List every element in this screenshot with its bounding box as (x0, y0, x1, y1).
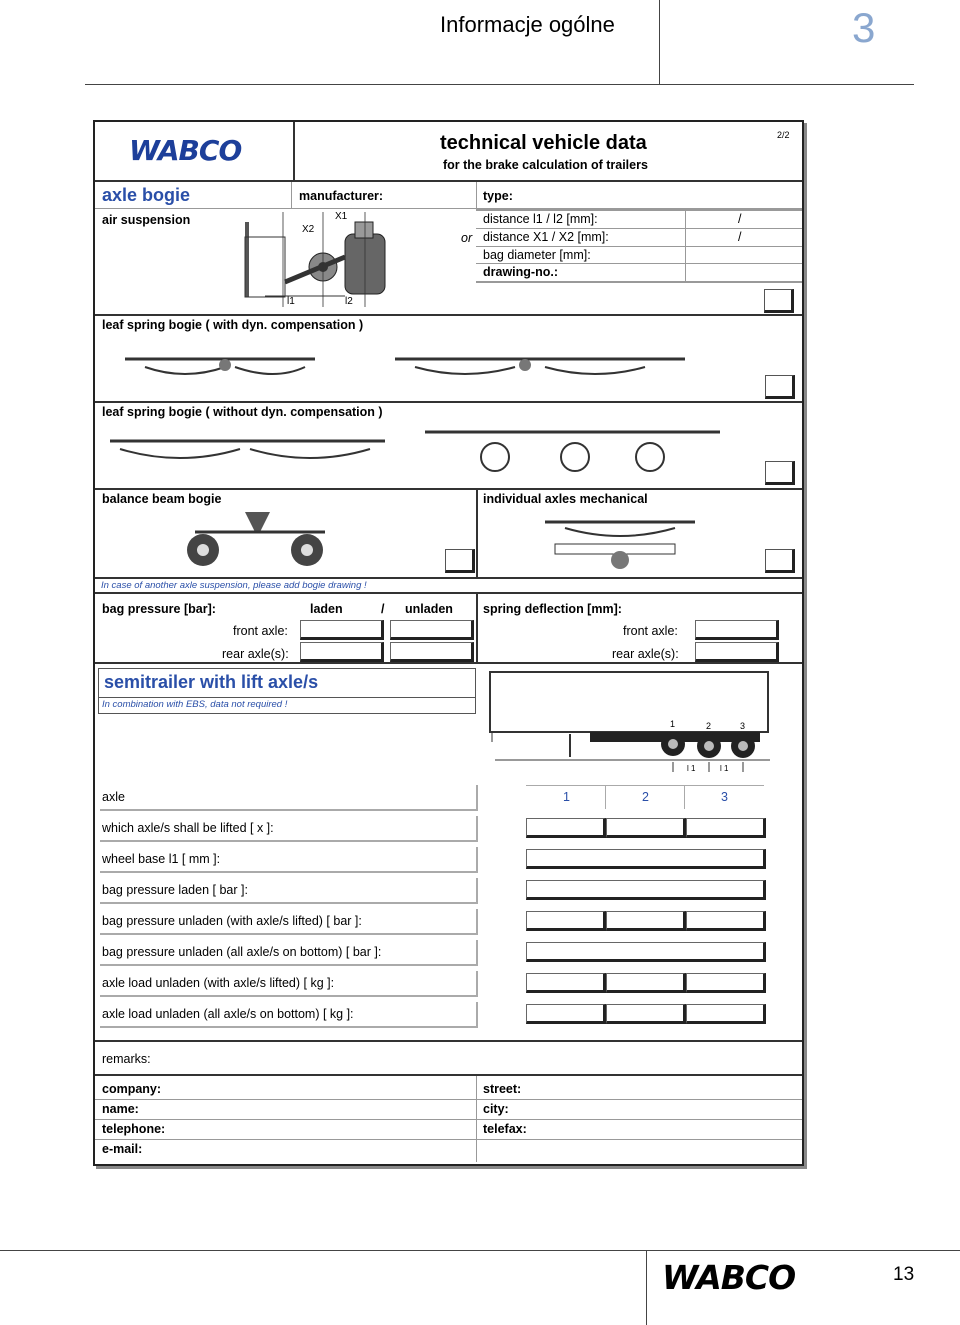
axle-col-1: 1 (563, 790, 570, 804)
bag-pressure-rear-laden-field[interactable] (300, 642, 384, 662)
spring-front-axle-label: front axle: (623, 624, 678, 638)
footer-rule (0, 1250, 960, 1251)
bag-pressure-lifted-3-field[interactable] (686, 911, 766, 931)
leaf-spring-dyn-checkbox[interactable] (765, 375, 795, 399)
leaf-spring-nodyn-checkbox[interactable] (765, 461, 795, 485)
air-suspension-checkbox[interactable] (764, 289, 794, 313)
wheel-base-row (100, 847, 478, 873)
wheel-base-field[interactable] (526, 849, 766, 869)
distance-x1-x2-sep: / (738, 230, 742, 244)
bag-pressure-bottom-field[interactable] (526, 942, 766, 962)
ebs-note: In combination with EBS, data not required ! (102, 699, 288, 710)
bag-pressure-laden-label: bag pressure laden [ bar ]: (102, 883, 248, 897)
axle-load-bottom-1-field[interactable] (526, 1004, 606, 1024)
label-l1: l1 (287, 296, 295, 307)
lift-axle-1-field[interactable] (526, 818, 606, 838)
manufacturer-label: manufacturer: (299, 189, 384, 203)
bag-pressure-laden-row (100, 878, 478, 904)
other-suspension-note: In case of another axle suspension, please add bogie drawing ! (101, 580, 367, 591)
trailer-dim-2: l 1 (720, 764, 729, 773)
distance-l1-l2-sep: / (738, 212, 742, 226)
rear-axle-label: rear axle(s): (222, 647, 289, 661)
telefax-label: telefax: (483, 1122, 527, 1136)
label-x1: X1 (335, 211, 348, 222)
bag-pressure-front-unladen-field[interactable] (390, 620, 474, 640)
form-title: technical vehicle data (440, 132, 647, 154)
header-divider (659, 0, 660, 85)
page-number: 13 (893, 1264, 915, 1285)
axle-load-bottom-row (100, 1002, 478, 1028)
email-label: e-mail: (102, 1142, 143, 1156)
remarks-label: remarks: (102, 1052, 151, 1066)
page-of: 2/2 (777, 130, 790, 140)
trailer-axle-2: 2 (706, 721, 712, 731)
axle-load-lifted-3-field[interactable] (686, 973, 766, 993)
trailer-axle-3: 3 (740, 721, 746, 731)
form-subtitle: for the brake calculation of trailers (443, 158, 648, 172)
bag-pressure-lifted-2-field[interactable] (606, 911, 686, 931)
technical-vehicle-data-form (93, 120, 804, 1166)
company-label: company: (102, 1082, 162, 1096)
leaf-spring-nodyn-label: leaf spring bogie ( without dyn. compensation ) (102, 405, 383, 419)
front-axle-label: front axle: (233, 624, 288, 638)
balance-beam-drawing (175, 512, 335, 567)
axle-load-bottom-3-field[interactable] (686, 1004, 766, 1024)
lift-row (100, 816, 478, 842)
lift-axle-3-field[interactable] (686, 818, 766, 838)
drawing-no-label: drawing-no.: (483, 265, 558, 279)
chapter-number: 3 (852, 4, 876, 51)
axle-header-row (100, 785, 478, 811)
axle-header-label: axle (102, 790, 125, 804)
axle-bogie-heading: axle bogie (102, 185, 191, 205)
air-suspension-drawing (245, 212, 465, 312)
bag-pressure-lifted-label: bag pressure unladen (with axle/s lifted) [ bar ]: (102, 914, 362, 928)
trailer-dim-1: l 1 (687, 764, 696, 773)
axle-col-3: 3 (721, 790, 728, 804)
city-label: city: (483, 1102, 509, 1116)
leaf-spring-dyn-drawing (125, 347, 685, 387)
lift-axle-2-field[interactable] (606, 818, 686, 838)
axle-load-lifted-1-field[interactable] (526, 973, 606, 993)
bag-pressure-lifted-row (100, 909, 478, 935)
individual-axles-label: individual axles mechanical (483, 492, 648, 506)
axle-load-bottom-label: axle load unladen (all axle/s on bottom) [ kg ]: (102, 1007, 354, 1021)
bag-pressure-front-laden-field[interactable] (300, 620, 384, 640)
distance-x1-x2-label: distance X1 / X2 [mm]: (483, 230, 609, 244)
laden-label: laden (310, 602, 343, 616)
type-label: type: (483, 189, 513, 203)
leaf-spring-nodyn-drawing (110, 427, 730, 477)
individual-axles-checkbox[interactable] (765, 549, 795, 573)
axle-col-2: 2 (642, 790, 649, 804)
bag-pressure-lifted-1-field[interactable] (526, 911, 606, 931)
axle-load-lifted-label: axle load unladen (with axle/s lifted) [ kg ]: (102, 976, 335, 990)
name-label: name: (102, 1102, 139, 1116)
air-suspension-label: air suspension (102, 213, 191, 227)
bag-pressure-laden-field[interactable] (526, 880, 766, 900)
lift-row-label: which axle/s shall be lifted [ x ]: (102, 821, 274, 835)
wabco-logo: WABCO (129, 134, 242, 167)
header-rule (85, 84, 914, 85)
spring-deflection-label: spring deflection [mm]: (483, 602, 622, 616)
spring-rear-field[interactable] (695, 642, 779, 662)
axle-load-bottom-2-field[interactable] (606, 1004, 686, 1024)
trailer-axle-1: 1 (670, 719, 676, 729)
street-label: street: (483, 1082, 522, 1096)
semitrailer-heading: semitrailer with lift axle/s (104, 672, 319, 692)
balance-beam-label: balance beam bogie (102, 492, 222, 506)
wheel-base-label: wheel base l1 [ mm ]: (102, 852, 221, 866)
balance-beam-checkbox[interactable] (445, 549, 475, 573)
spring-front-field[interactable] (695, 620, 779, 640)
spring-rear-axle-label: rear axle(s): (612, 647, 679, 661)
axle-load-lifted-2-field[interactable] (606, 973, 686, 993)
footer-divider (646, 1250, 647, 1325)
unladen-label: unladen (405, 602, 453, 616)
laden-unladen-slash: / (381, 602, 385, 616)
footer-wabco-logo: WABCO (662, 1258, 796, 1297)
page-title: Informacje ogólne (440, 12, 615, 37)
axle-load-lifted-row (100, 971, 478, 997)
individual-axles-drawing (545, 512, 705, 577)
leaf-spring-dyn-label: leaf spring bogie ( with dyn. compensation ) (102, 318, 364, 332)
telephone-label: telephone: (102, 1122, 166, 1136)
label-x2: X2 (302, 224, 315, 235)
bag-pressure-rear-unladen-field[interactable] (390, 642, 474, 662)
semitrailer-drawing (490, 672, 775, 772)
or-label: or (461, 231, 473, 245)
bag-diameter-label: bag diameter [mm]: (483, 248, 591, 262)
bag-pressure-bottom-label: bag pressure unladen (all axle/s on bottom) [ bar ]: (102, 945, 382, 959)
label-l2: l2 (345, 296, 353, 307)
bag-pressure-label: bag pressure [bar]: (102, 602, 216, 616)
distance-l1-l2-label: distance l1 / l2 [mm]: (483, 212, 598, 226)
bag-pressure-bottom-row (100, 940, 478, 966)
